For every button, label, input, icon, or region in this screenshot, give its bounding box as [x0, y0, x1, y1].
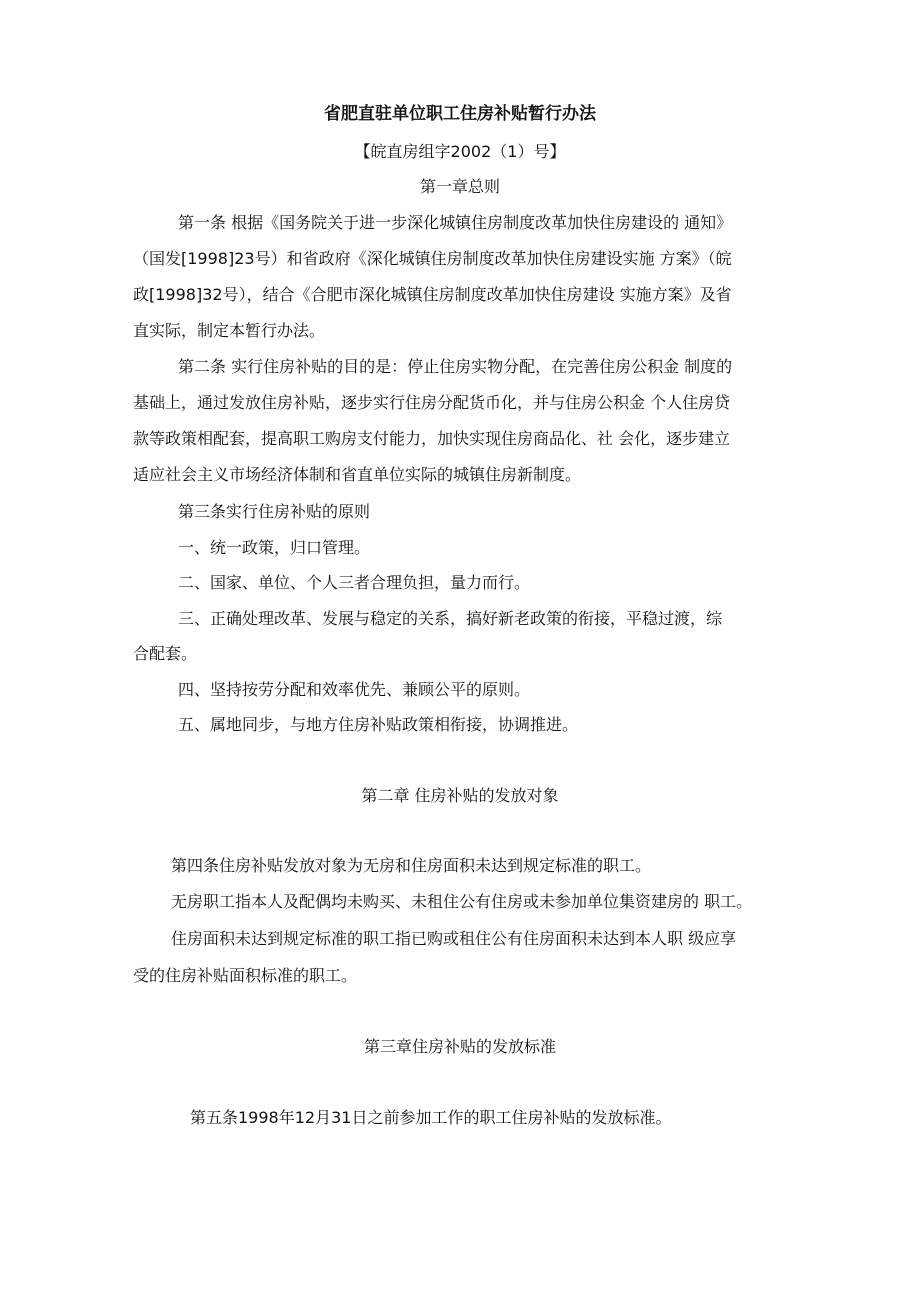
- article-1-line-2: （国发[1998]23号）和省政府《深化城镇住房制度改革加快住房建设实施 方案》（皖: [133, 249, 732, 268]
- article-1-line-3: 政[1998]32号），结合《合肥市深化城镇住房制度改革加快住房建设 实施方案》及省: [133, 285, 732, 304]
- article-1-line-1: 第一条 根据《国务院关于进一步深化城镇住房制度改革加快住房建设的 通知》: [178, 213, 733, 232]
- principle-3-line-2: 合配套。: [133, 644, 198, 663]
- article-2-line-2: 基础上，通过发放住房补贴，逐步实行住房分配货币化，并与住房公积金 个人住房贷: [133, 393, 731, 412]
- chapter-1-heading: 第一章总则: [419, 177, 500, 196]
- article-2-line-4: 适应社会主义市场经济体制和省直单位实际的城镇住房新制度。: [133, 465, 582, 484]
- document-number: 【皖直房组字2002（1）号】: [354, 142, 566, 161]
- insufficient-area-line-1: 住房面积未达到规定标准的职工指已购或租住公有住房面积未达到本人职 级应享: [171, 929, 737, 948]
- chapter-2-heading: 第二章 住房补贴的发放对象: [361, 786, 559, 805]
- principle-5: 五、属地同步，与地方住房补贴政策相衔接，协调推进。: [178, 715, 579, 734]
- article-2-line-1: 第二条 实行住房补贴的目的是：停止住房实物分配，在完善住房公积金 制度的: [178, 357, 733, 376]
- principle-1: 一、统一政策，归口管理。: [178, 538, 371, 557]
- chapter-3-heading: 第三章住房补贴的发放标准: [363, 1037, 556, 1056]
- insufficient-area-line-2: 受的住房补贴面积标准的职工。: [133, 966, 358, 985]
- article-1-line-4: 直实际，制定本暂行办法。: [133, 321, 326, 340]
- principle-2: 二、国家、单位、个人三者合理负担，量力而行。: [178, 573, 531, 592]
- article-2-line-3: 款等政策相配套，提高职工购房支付能力，加快实现住房商品化、社 会化，逐步建立: [133, 429, 731, 448]
- article-4: 第四条住房补贴发放对象为无房和住房面积未达到规定标准的职工。: [171, 856, 652, 875]
- principle-3-line-1: 三、正确处理改革、发展与稳定的关系，搞好新老政策的衔接，平稳过渡，综: [178, 609, 723, 628]
- document-title: 省肥直驻单位职工住房补贴暂行办法: [324, 104, 596, 124]
- article-5: 第五条1998年12月31日之前参加工作的职工住房补贴的发放标准。: [190, 1108, 672, 1127]
- principle-4: 四、坚持按劳分配和效率优先、兼顾公平的原则。: [178, 680, 531, 699]
- article-3-heading: 第三条实行住房补贴的原则: [178, 502, 371, 521]
- no-housing-definition: 无房职工指本人及配偶均未购买、未租住公有住房或未参加单位集资建房的 职工。: [171, 892, 753, 911]
